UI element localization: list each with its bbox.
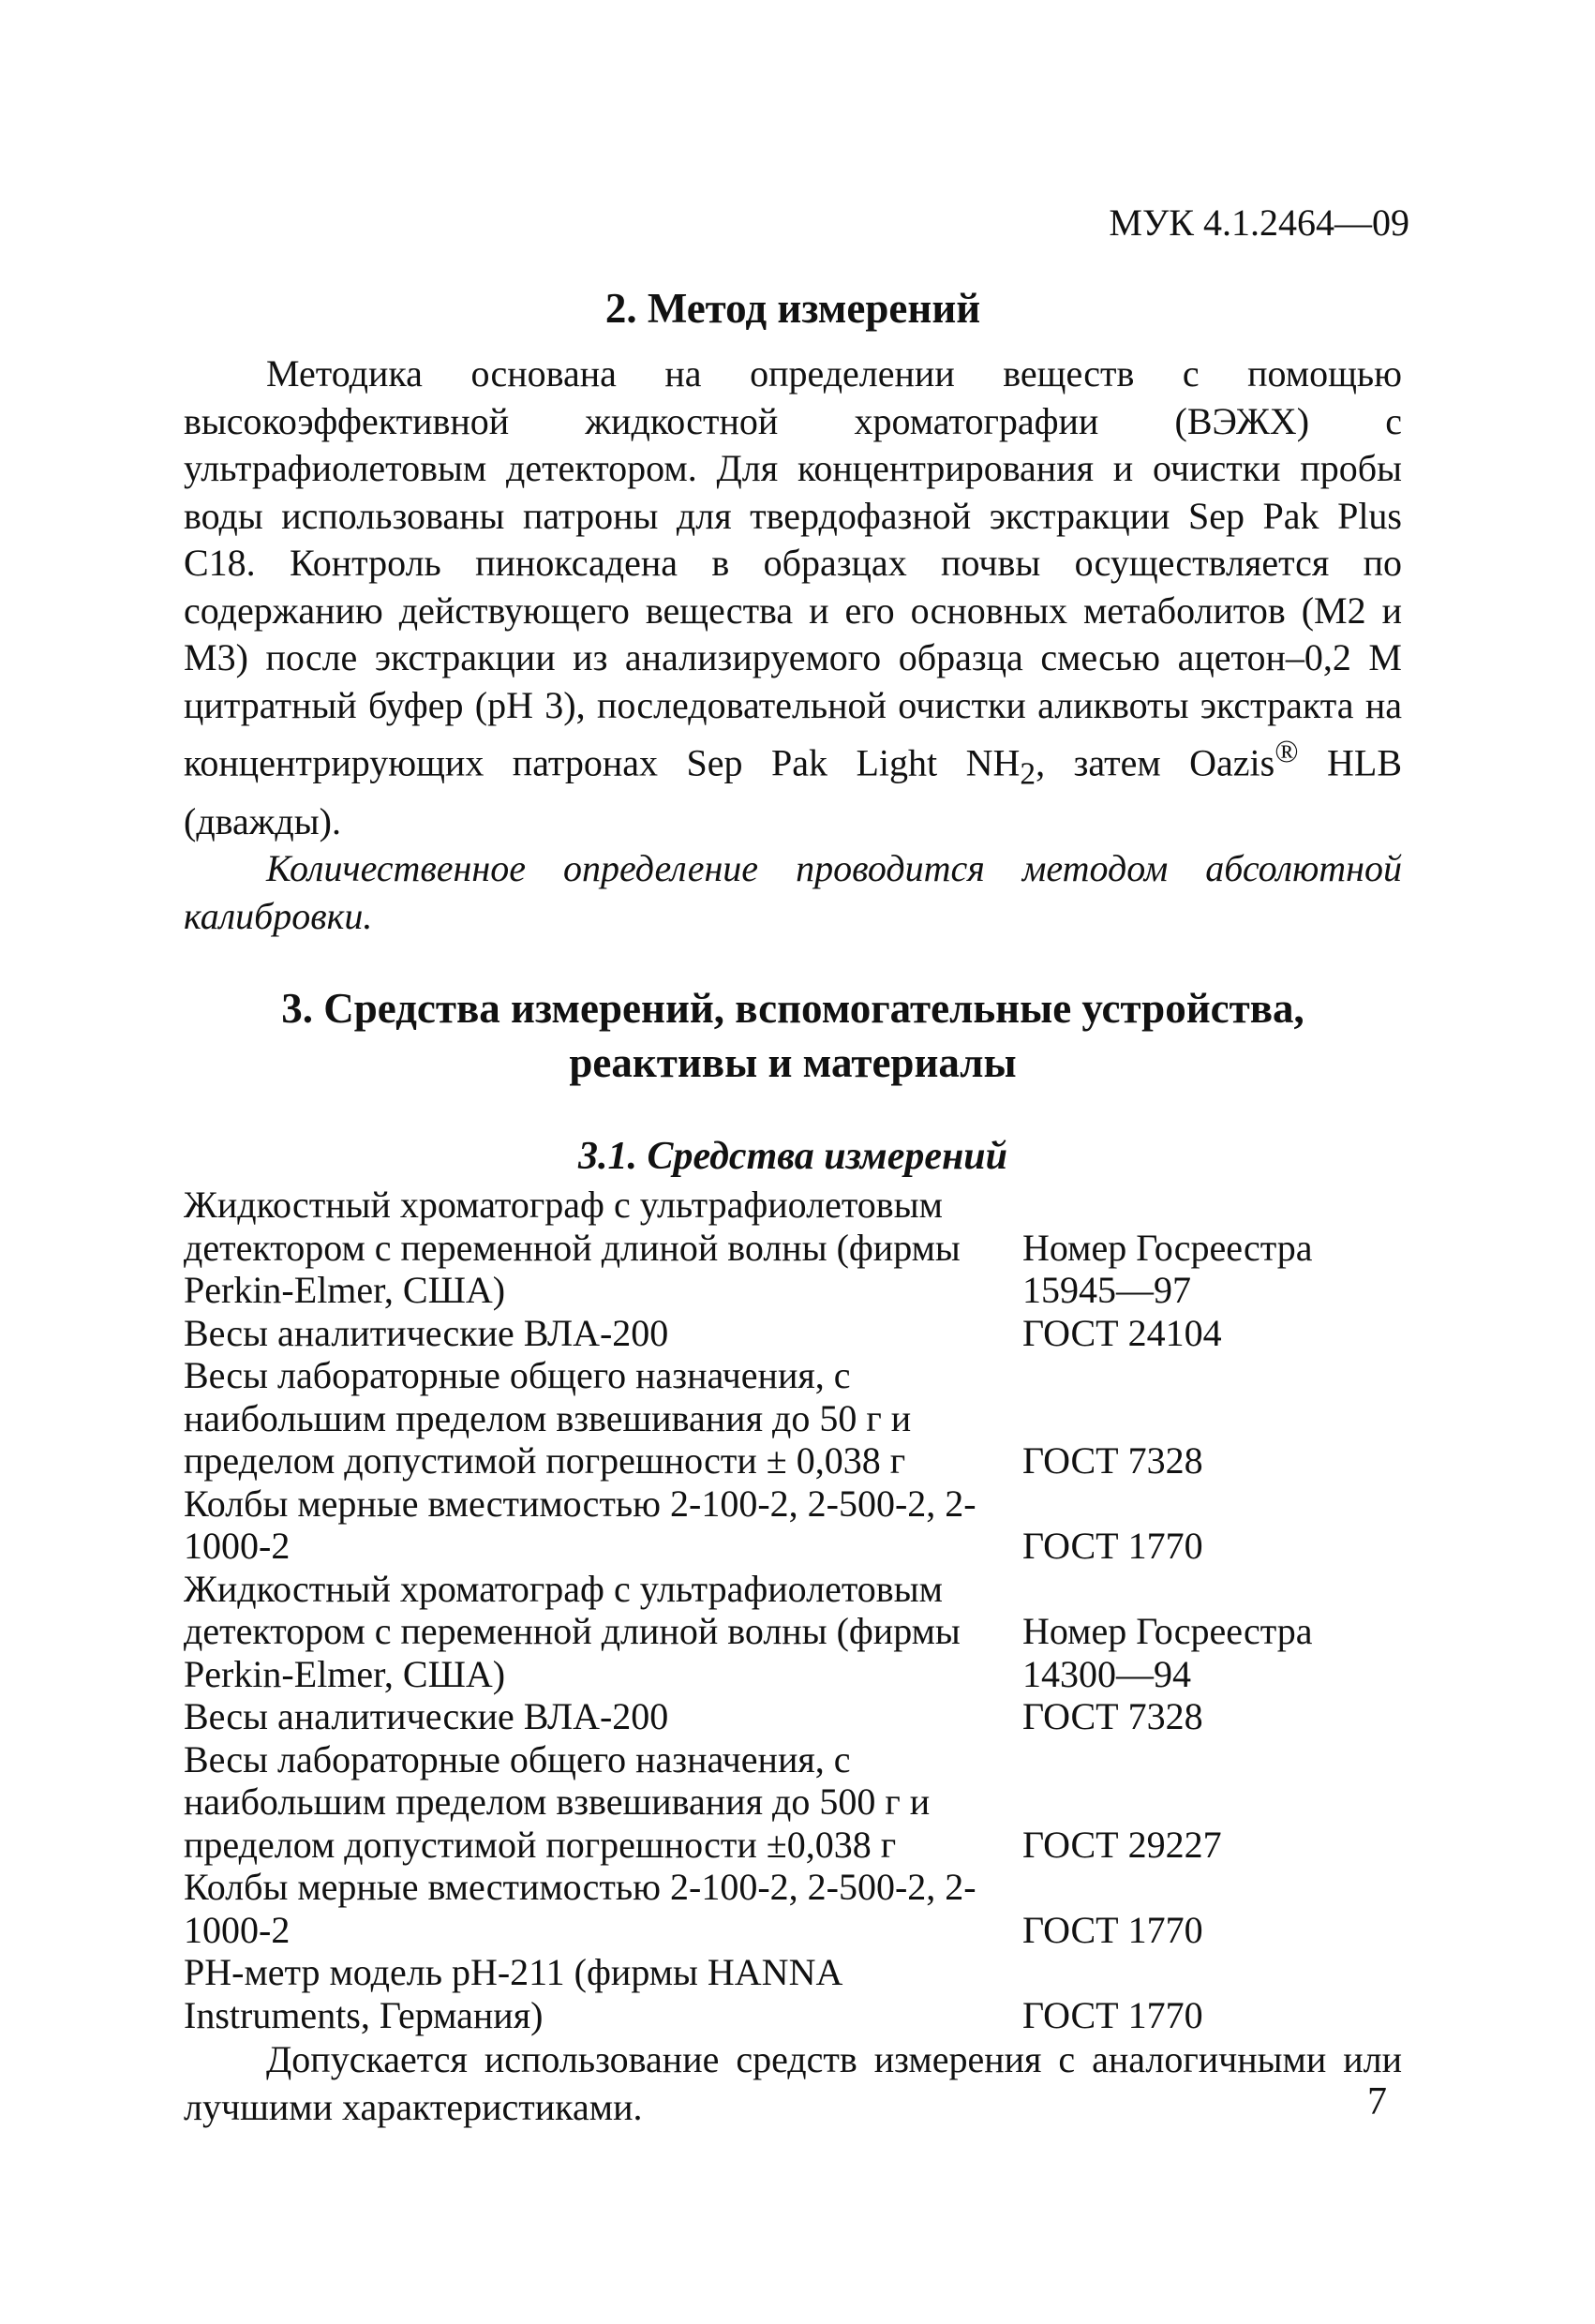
reference-line-1: ГОСТ 24104 [1022, 1311, 1222, 1354]
instrument-reference [1022, 1482, 1402, 1568]
table-row [184, 1184, 1402, 1312]
instrument-reference [1022, 1738, 1402, 1867]
table-row [184, 1695, 1402, 1738]
table-row [184, 1312, 1402, 1355]
instrument-reference [1022, 1568, 1402, 1696]
reference-line-2: 14300—94 [1022, 1652, 1191, 1695]
section-2-title: 2. Метод измерений [604, 285, 981, 332]
table-row [184, 1354, 1402, 1482]
instrument-name: Жидкостный хроматограф с ультрафиолетовым детектором с переменной длиной волны (фирмы Perkin-Elmer, США) [184, 1184, 961, 1312]
instrument-reference [1022, 1312, 1402, 1355]
instrument-reference [1022, 1951, 1402, 2036]
page-number: 7 [1367, 2080, 1387, 2123]
instrument-reference [1022, 1866, 1402, 1951]
reference-line-1: Номер Госреестра [1022, 1226, 1313, 1269]
section-3-title [184, 981, 1402, 1090]
instrument-name: Весы лабораторные общего назначения, с наибольшим пределом взвешивания до 50 г и пределом допустимой погрешности ± 0,038 г [184, 1354, 912, 1482]
section-2-paragraph-2: Количественное определение проводится методом абсолютной калибровки. [184, 847, 1402, 937]
instrument-name: Жидкостный хроматограф с ультрафиолетовым детектором с переменной длиной волны (фирмы Perkin-Elmer, США) [184, 1567, 961, 1695]
table-row [184, 1866, 1402, 1951]
section-3-title-line-1: 3. Средства измерений, вспомогательные устройства, [281, 985, 1304, 1033]
table-row [184, 1738, 1402, 1867]
instrument-name: РН-метр модель рН-211 (фирмы HANNA Instruments, Германия) [184, 1951, 842, 2036]
registered-mark: ® [1275, 735, 1299, 769]
paragraph-1-end: HLB (дважды). [184, 741, 1403, 842]
section-3-title-line-2: реактивы и материалы [569, 1039, 1017, 1087]
instrument-name: Весы аналитические ВЛА-200 [184, 1695, 669, 1738]
paragraph-1-tail: , затем Oazis [1036, 741, 1275, 784]
instrument-reference [1022, 1695, 1402, 1738]
nh2-subscript: 2 [1020, 756, 1036, 792]
reference-line-1: ГОСТ 1770 [1022, 1993, 1203, 2036]
instrument-name: Колбы мерные вместимостью 2-100-2, 2-500-2, 2-1000-2 [184, 1482, 976, 1568]
reference-line-1: ГОСТ 29227 [1022, 1823, 1222, 1866]
reference-line-1: Номер Госреестра [1022, 1610, 1313, 1653]
section-3-closing-paragraph: Допускается использование средств измерения с аналогичными или лучшими характеристиками. [184, 2038, 1402, 2128]
instrument-name: Колбы мерные вместимостью 2-100-2, 2-500-2, 2-1000-2 [184, 1866, 976, 1951]
paragraph-1-main-text: Методика основана на определении веществ с помощью высокоэффективной жидкостной хроматографии (ВЭЖХ) с ультрафиолетовым детектором. Для концентрирования и очистки пробы воды использованы патроны для твердофазной экстракции Sep Pak Plus C18. Контроль пиноксадена в образцах почвы осуществляется по содержанию действующего вещества и его основных метаболитов (М2 и М3) после экстракции из анализируемого образца смесью ацетон–0,2 М цитратный буфер (рН 3), последовательной очистки аликвоты экстракта на концентрирующих патронах Sep Pak Light NH [184, 352, 1402, 784]
instrument-name: Весы лабораторные общего назначения, с наибольшим пределом взвешивания до 500 г и пределом допустимой погрешности ±0,038 г [184, 1737, 931, 1866]
measuring-instruments-table [184, 1184, 1402, 2036]
instrument-reference [1022, 1354, 1402, 1482]
reference-line-1: ГОСТ 7328 [1022, 1439, 1203, 1482]
reference-line-1: ГОСТ 1770 [1022, 1525, 1203, 1568]
table-row [184, 1568, 1402, 1696]
instrument-name: Весы аналитические ВЛА-200 [184, 1311, 669, 1354]
subsection-3-1-title: 3.1. Средства измерений [577, 1135, 1008, 1179]
reference-line-1: ГОСТ 7328 [1022, 1695, 1203, 1738]
section-2-paragraph-1 [184, 350, 1402, 845]
page-content [184, 281, 1402, 2131]
table-row [184, 1482, 1402, 1568]
reference-line-1: ГОСТ 1770 [1022, 1908, 1203, 1951]
table-row [184, 1951, 1402, 2036]
instrument-reference [1022, 1184, 1402, 1312]
document-code: МУК 4.1.2464—09 [1109, 201, 1409, 244]
reference-line-2: 15945—97 [1022, 1269, 1191, 1312]
